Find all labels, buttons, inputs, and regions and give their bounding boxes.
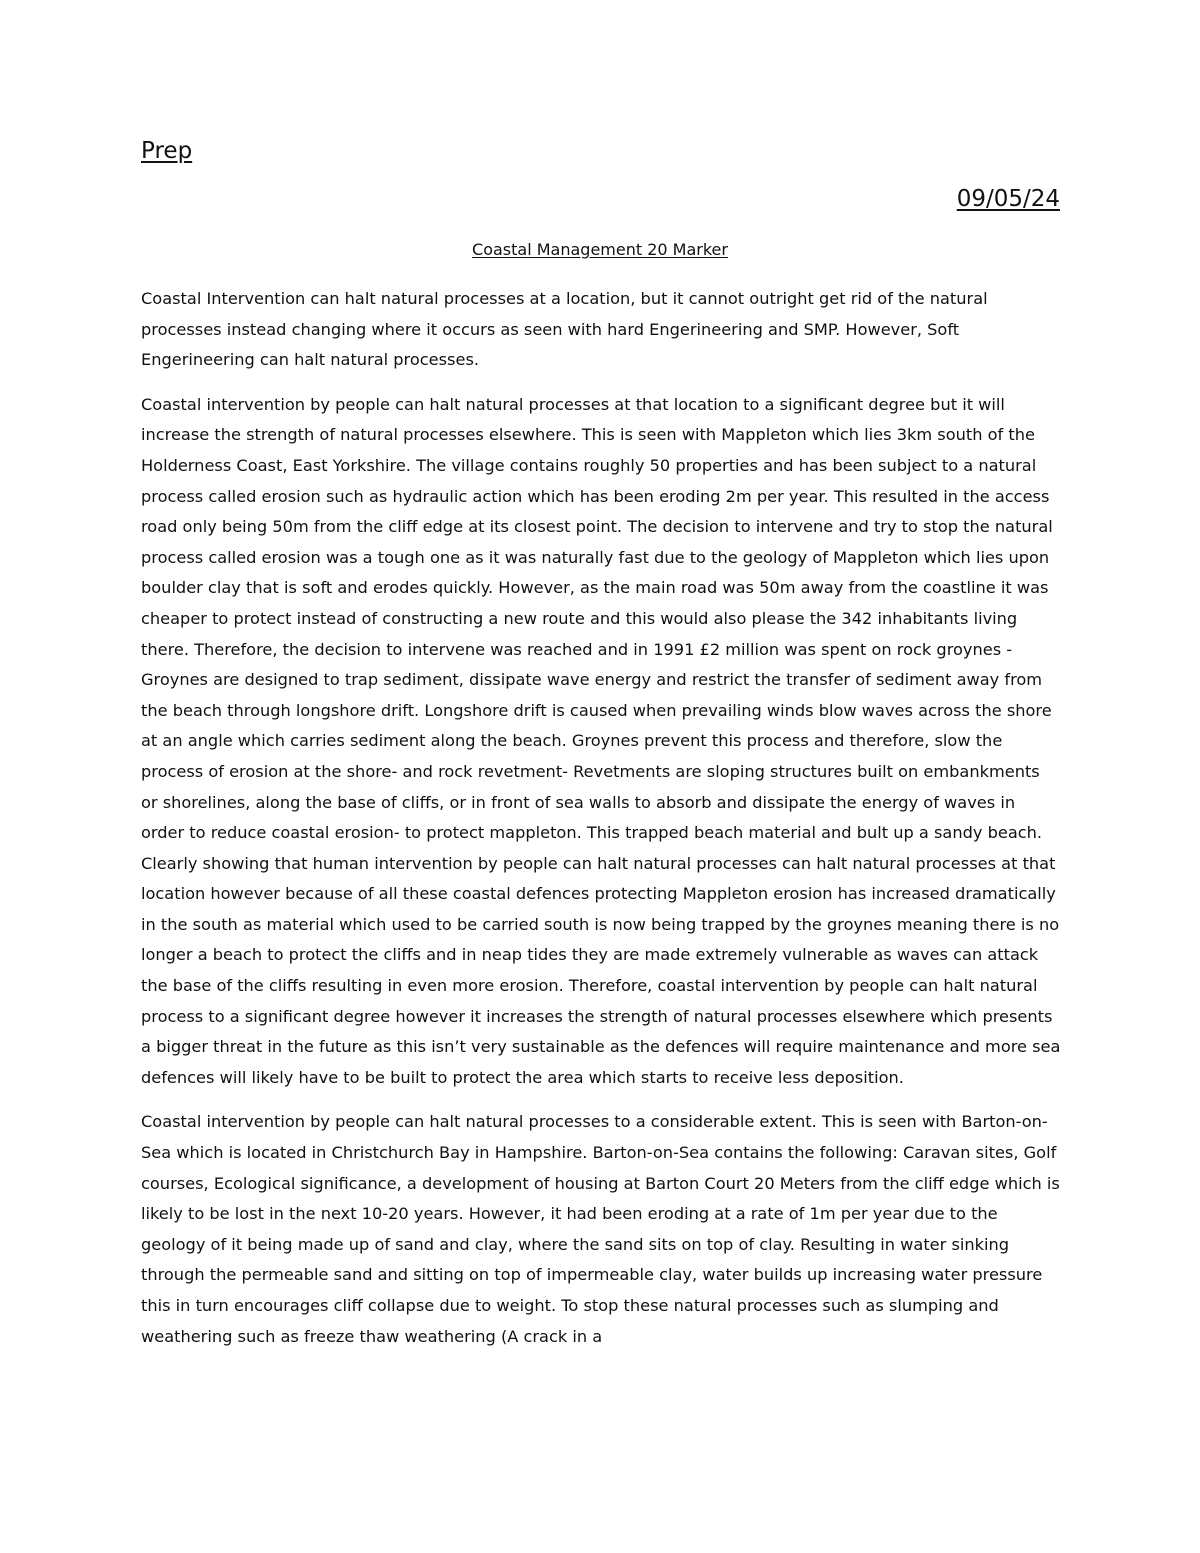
essay-paragraph-3: Coastal intervention by people can halt natural processes to a considerable extent. This is seen with Barton-on-Sea which is located in Christchurch Bay in Hampshire. Barton-on-Sea contains the following: Caravan sites, Golf courses, Ecological significance, a development of housing at Barton Court 20 Meters from the cliff edge which is likely to be lost in the next 10-20 years. However, it had been eroding at a rate of 1m per year due to the geology of it being made up of sand and clay, where the sand sits on top of clay. Resulting in water sinking through the permeable sand and sitting on top of impermeable clay, water builds up increasing water pressure this in turn encourages cliff collapse due to weight. To stop these natural processes such as slumping and weathering such as freeze thaw weathering (A crack in a	[141, 1112, 1060, 1346]
essay-paragraph-1: Coastal Intervention can halt natural processes at a location, but it cannot outright get rid of the natural processes instead changing where it occurs as seen with hard Engerineering and SMP. However, Soft Engerineering can halt natural processes.	[141, 289, 988, 370]
essay-paragraph-2: Coastal intervention by people can halt natural processes at that location to a significant degree but it will increase the strength of natural processes elsewhere. This is seen with Mappleton which lies 3km south of the Holderness Coast, East Yorkshire. The village contains roughly 50 properties and has been subject to a natural process called erosion such as hydraulic action which has been eroding 2m per year. This resulted in the access road only being 50m from the cliff edge at its closest point. The decision to intervene and try to stop the natural process called erosion was a tough one as it was naturally fast due to the geology of Mappleton which lies upon boulder clay that is soft and erodes quickly. However, as the main road was 50m away from the coastline it was cheaper to protect instead of constructing a new route and this would also please the 342 inhabitants living there. Therefore, the decision to intervene was reached and in 1991 £2 million was spent on rock groynes - Groynes are designed to trap sediment, dissipate wave energy and restrict the transfer of sediment away from the beach through longshore drift. Longshore drift is caused when prevailing winds blow waves across the shore at an angle which carries sediment along the beach. Groynes prevent this process and therefore, slow the process of erosion at the shore- and rock revetment- Revetments are sloping structures built on embankments or shorelines, along the base of cliffs, or in front of sea walls to absorb and dissipate the energy of waves in order to reduce coastal erosion- to protect mappleton. This trapped beach material and bult up a sandy beach. Clearly showing that human intervention by people can halt natural processes can halt natural processes at that location however because of all these coastal defences protecting Mappleton erosion has increased dramatically in the south as material which used to be carried south is now being trapped by the groynes meaning there is no longer a beach to protect the cliffs and in neap tides they are made extremely vulnerable as waves can attack the base of the cliffs resulting in even more erosion. Therefore, coastal intervention by people can halt natural process to a significant degree however it increases the strength of natural processes elsewhere which presents a bigger threat in the future as this isn’t very sustainable as the defences will require maintenance and more sea defences will likely have to be built to protect the area which starts to receive less deposition.	[141, 394, 1061, 1087]
essay-title: Coastal Management 20 Marker	[472, 240, 728, 259]
document-date: 09/05/24	[956, 186, 1060, 212]
page-heading: Prep	[141, 138, 193, 164]
essay-body	[141, 284, 1061, 1366]
